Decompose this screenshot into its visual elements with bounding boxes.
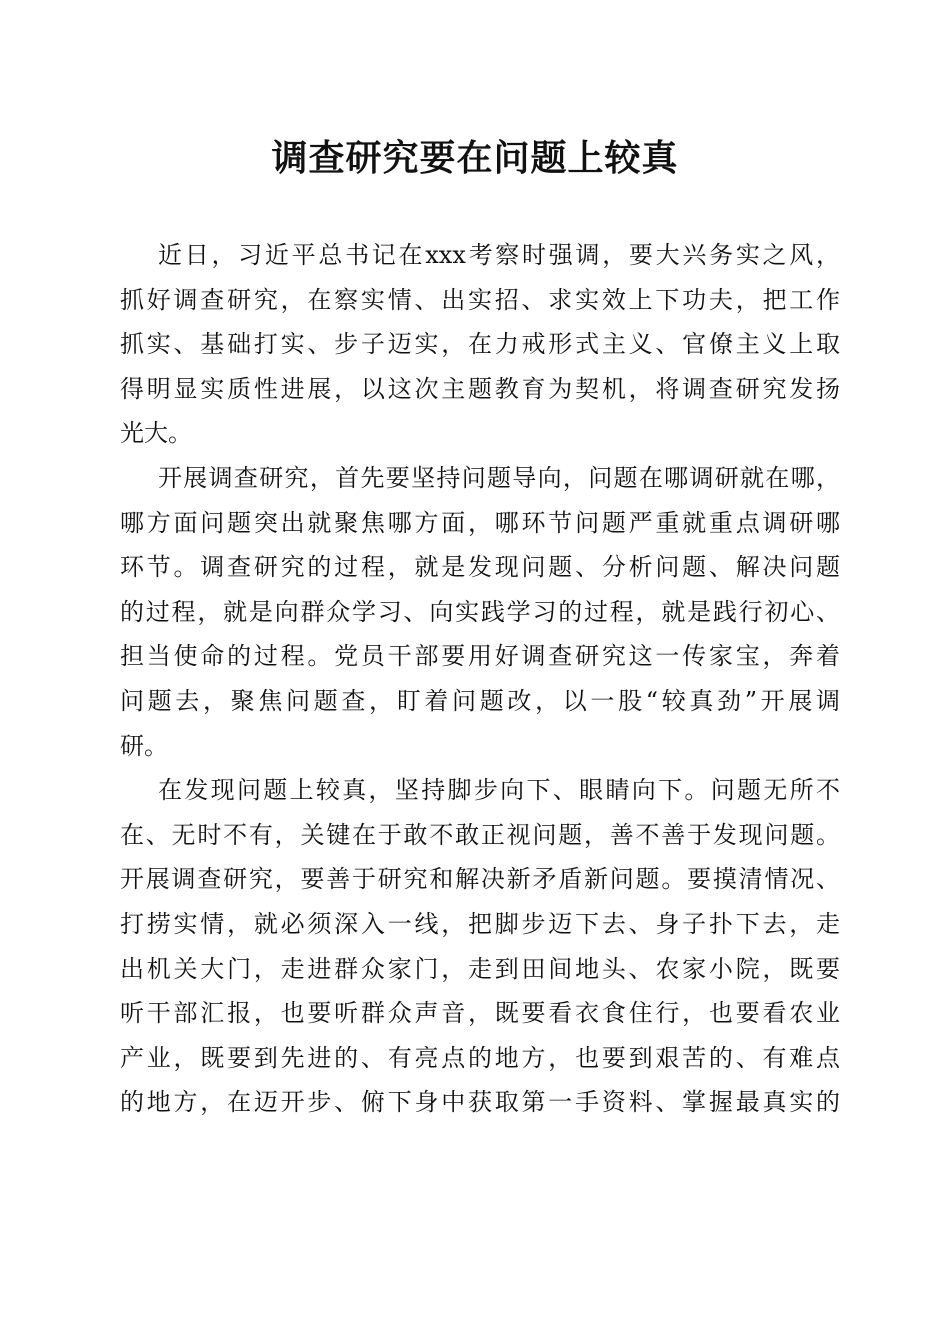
text-line: 光大。 [120,419,192,448]
text-line: 问题去，聚焦问题查，盯着问题改，以一股“较真劲”开展调 [120,686,840,715]
text-line: 产业，既要到先进的、有亮点的地方，也要到艰苦的、有难点 [120,1043,840,1072]
document-body [120,233,840,1125]
text-line: 在、无时不有，关键在于敢不敢正视问题，善不善于发现问题。 [120,820,840,849]
text-line: 抓好调查研究，在察实情、出实招、求实效上下功夫，把工作 [120,285,840,314]
document-title: 调查研究要在问题上较真 [271,137,679,179]
text-line: 开展调查研究，首先要坚持问题导向，问题在哪调研就在哪， [158,463,840,492]
text-line: 哪方面问题突出就聚焦哪方面，哪环节问题严重就重点调研哪 [120,508,840,537]
text-line: 研。 [120,731,168,760]
paragraph-1 [120,233,840,456]
text-line: 听干部汇报，也要听群众声音，既要看衣食住行，也要看农业 [120,999,840,1028]
text-line: 抓实、基础打实、步子迈实，在力戒形式主义、官僚主义上取 [120,330,840,359]
text-line: 担当使命的过程。党员干部要用好调查研究这一传家宝，奔着 [120,642,840,671]
text-line: 近日，习近平总书记在xxx考察时强调，要大兴务实之风， [158,241,840,269]
text-line: 得明显实质性进展，以这次主题教育为契机，将调查研究发扬 [120,374,840,403]
text-line: 在发现问题上较真，坚持脚步向下、眼睛向下。问题无所不 [158,776,840,805]
text-line: 的过程，就是向群众学习、向实践学习的过程，就是践行初心、 [120,597,840,626]
text-line: 出机关大门，走进群众家门，走到田间地头、农家小院，既要 [120,954,840,983]
paragraph-2 [120,456,840,768]
text-line: 打捞实情，就必须深入一线，把脚步迈下去、身子扑下去，走 [120,909,840,938]
text-line: 环节。调查研究的过程，就是发现问题、分析问题、解决问题 [120,553,840,582]
text-line: 的地方，在迈开步、俯下身中获取第一手资料、掌握最真实的 [120,1088,840,1117]
text-line: 开展调查研究，要善于研究和解决新矛盾新问题。要摸清情况、 [120,865,840,894]
paragraph-3 [120,768,840,1125]
